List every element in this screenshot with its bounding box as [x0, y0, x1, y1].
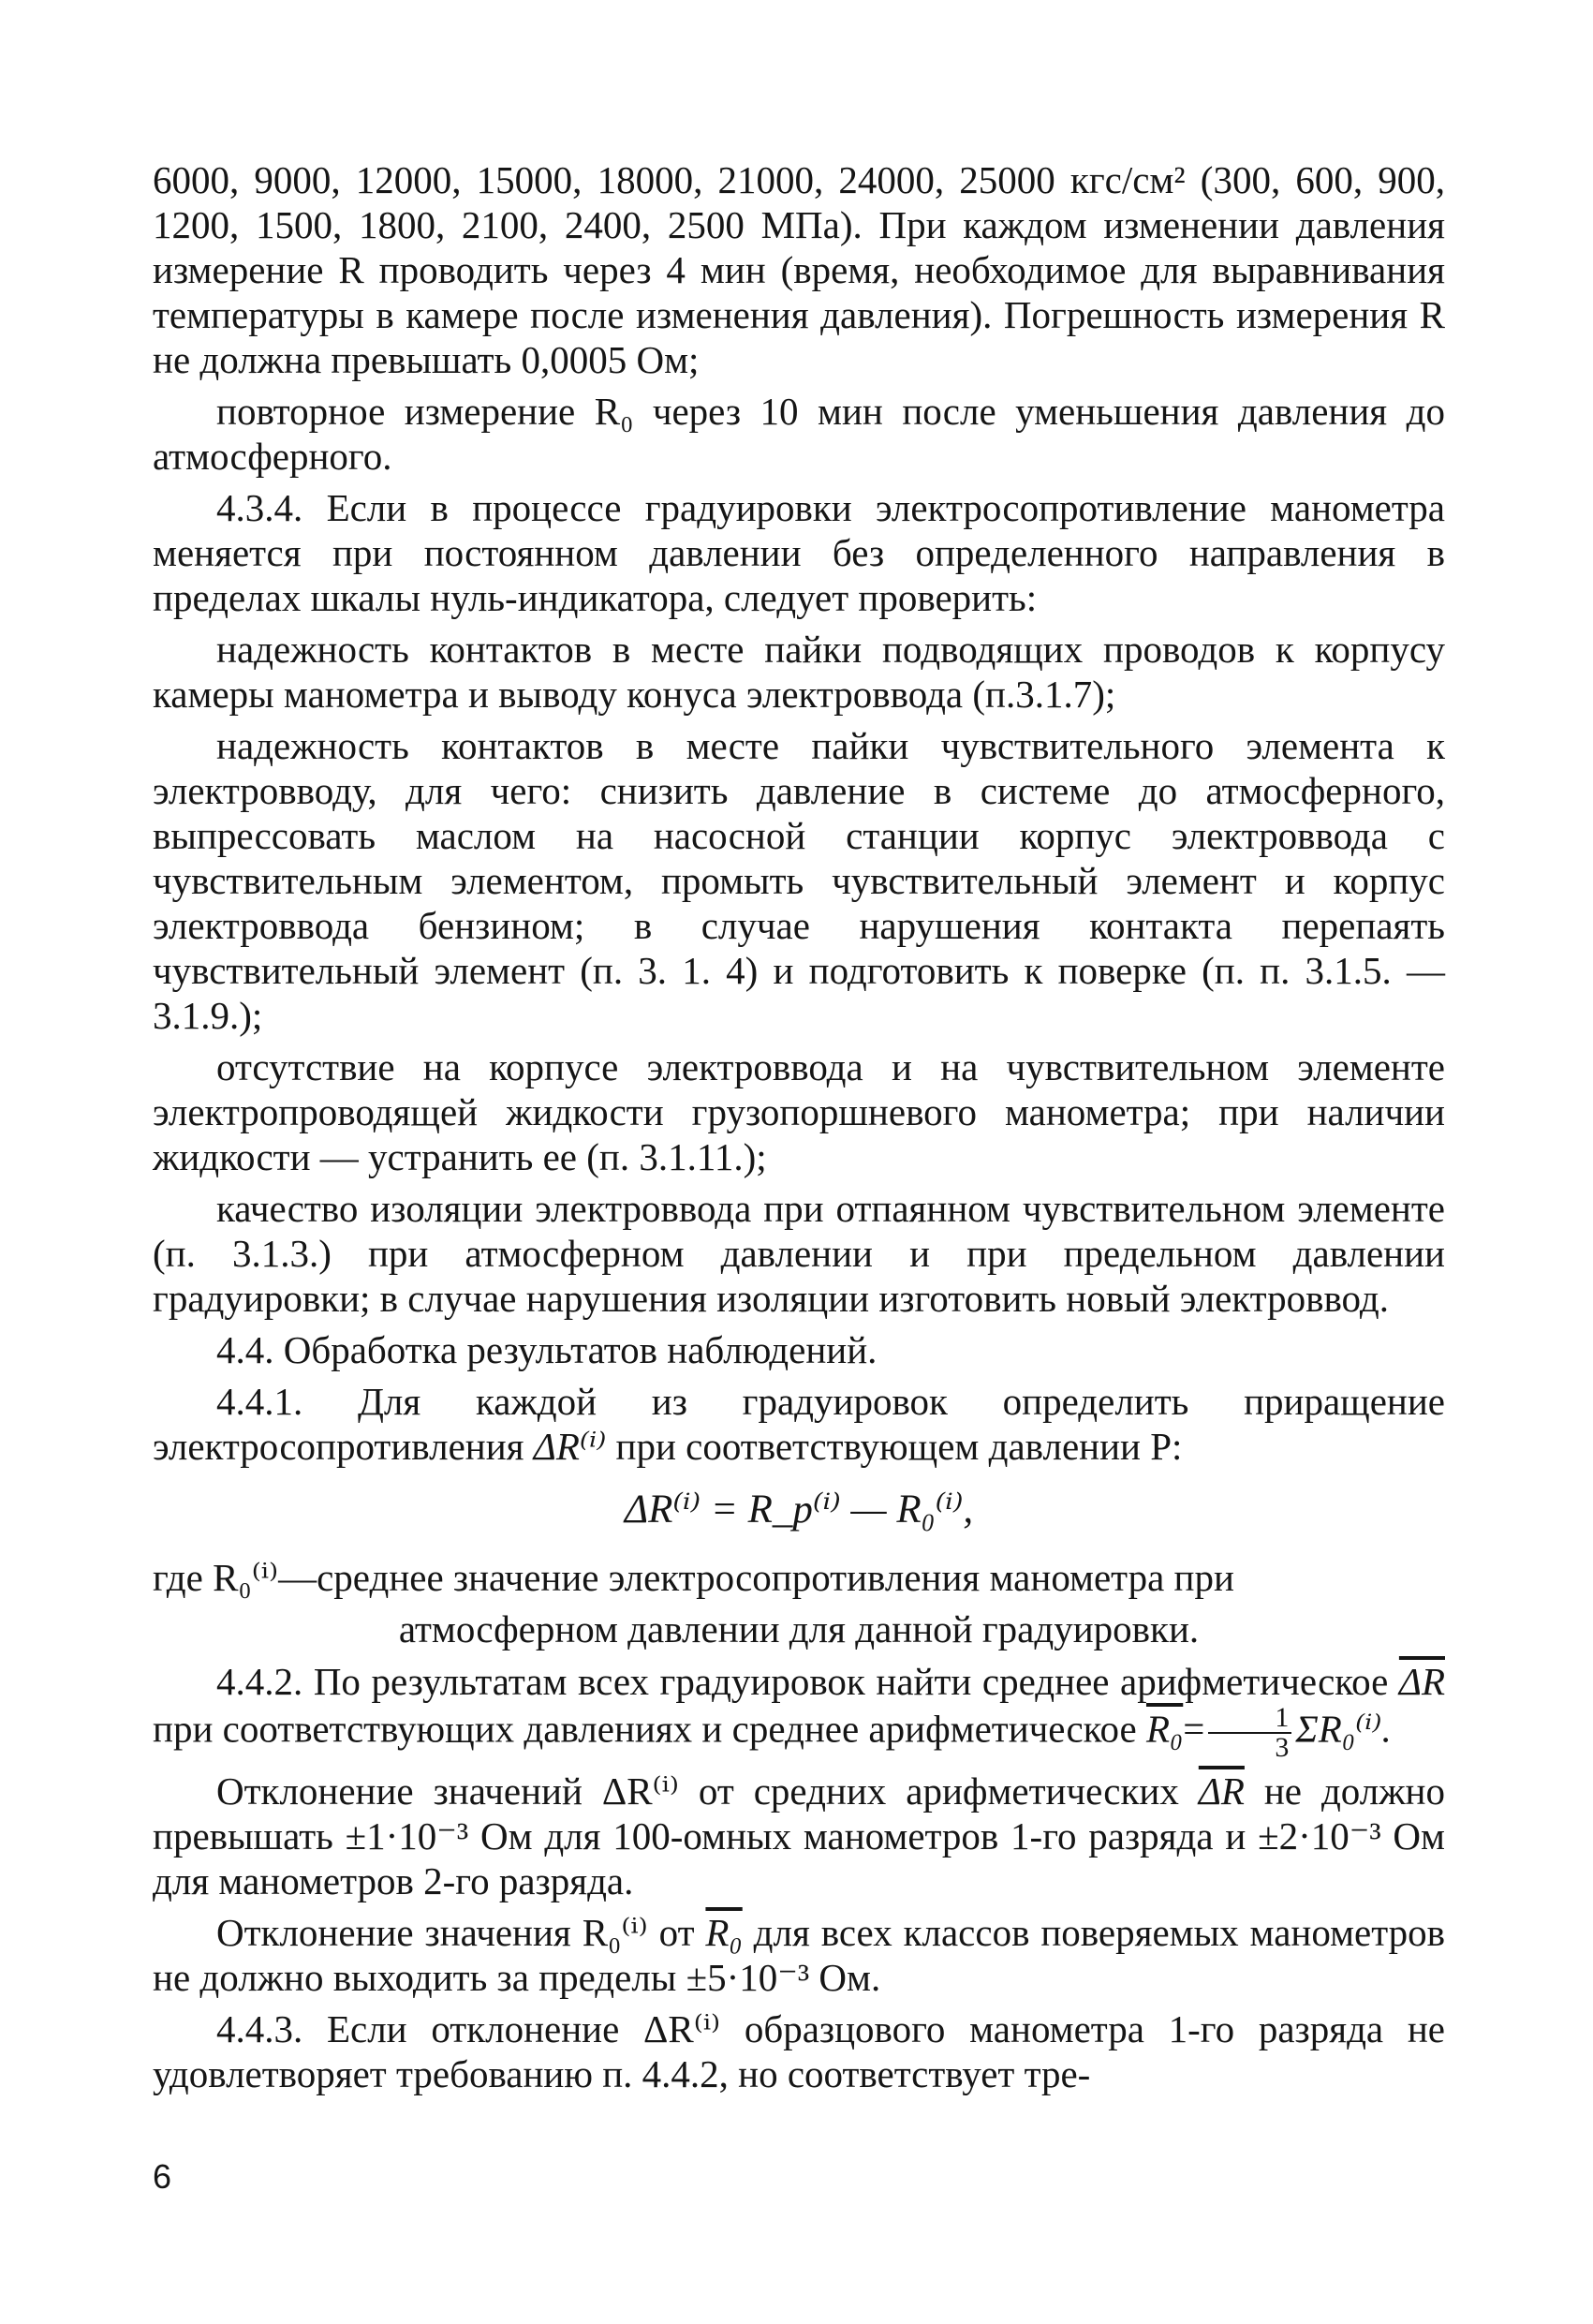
math-symbol: $\overline{\Delta R}$ — [1198, 1769, 1245, 1813]
text-fragment: 4.4.1. Для каждой из градуировок определить приращение электросопротивления — [153, 1380, 1445, 1468]
math-symbol: R₀ — [705, 1911, 743, 1954]
paragraph-contact-reliability-2: надежность контактов в месте пайки чувствительного элемента к электровводу, для чего: снизить давление в системе до атмосферного, выпрессовать маслом на насосной станции корпус электроввода с чувствительным элементом, промыть чувствительный элемент и корпус электроввода бензином; в случае нарушения контакта перепаять чувствительный элемент (п. 3. 1. 4) и подготовить к поверке (п. п. 3.1.5. — 3.1.9.); — [153, 724, 1445, 1037]
text-fragment: при соответствующем давлении P: — [606, 1425, 1183, 1468]
paragraph-insulation-quality: качество изоляции электроввода при отпаянном чувствительном элементе (п. 3.1.3.) при атмосферном давлении и при предельном давлении градуировки; в случае нарушения изоляции изготовить новый электроввод. — [153, 1187, 1445, 1320]
text-fragment: Отклонение значений ΔR⁽ⁱ⁾ от средних арифметических — [216, 1769, 1199, 1813]
page-number: 6 — [153, 2157, 172, 2196]
text-fragment: при соответствующих давлениях и среднее арифметическое — [153, 1707, 1146, 1751]
fraction — [1208, 1704, 1291, 1762]
paragraph-contact-reliability-1: надежность контактов в месте пайки подводящих проводов к корпусу камеры манометра и выводу конуса электроввода (п.3.1.7); — [153, 628, 1445, 716]
paragraph-4-4-1 — [153, 1379, 1445, 1469]
paragraph-deviation-r0 — [153, 1910, 1445, 2000]
formula-delta-r — [153, 1488, 1445, 1532]
math-operator: = — [1183, 1707, 1205, 1751]
text-fragment: Отклонение значения R₀⁽ⁱ⁾ от — [216, 1911, 706, 1954]
formula-text: ΔR⁽ⁱ⁾ = R_p⁽ⁱ⁾ — R₀⁽ⁱ⁾, — [624, 1488, 974, 1532]
text-fragment: 4.4.2. По результатам всех градуировок найти среднее арифметическое — [216, 1660, 1399, 1703]
section-heading-4-4: 4.4. Обработка результатов наблюдений. — [216, 1328, 878, 1371]
fraction-denominator: 3 — [1275, 1732, 1290, 1763]
text-fragment: для всех классов поверяемых манометров не должно выходить за пределы ±5·10⁻³ Ом. — [153, 1911, 1445, 1999]
text-fragment: атмосферном давлении для данной градуировки. — [398, 1607, 1200, 1650]
paragraph-4-4-3: 4.4.3. Если отклонение ΔR⁽ⁱ⁾ образцового манометра 1-го разряда не удовлетворяет требованию п. 4.4.2, но соответствует тре- — [153, 2007, 1445, 2095]
paragraph-where-r0-cont — [153, 1606, 1445, 1651]
body-text — [153, 157, 1445, 2103]
paragraph-repeat-measurement: повторное измерение R₀ через 10 мин после уменьшения давления до атмосферного. — [153, 390, 1445, 478]
text-fragment: не должно превышать ±1·10⁻³ Ом для 100-омных манометров 1-го разряда и ±2·10⁻³ Ом для манометров 2-го разряда. — [153, 1769, 1445, 1902]
paragraph-4-4-2 — [153, 1659, 1445, 1762]
paragraph-where-r0 — [153, 1555, 1445, 1600]
math-symbol: ΣR₀⁽ⁱ⁾. — [1295, 1707, 1392, 1751]
paragraph-4-3-4: 4.3.4. Если в процессе градуировки электросопротивление манометра меняется при постоянном давлении без определенного направления в пределах шкалы нуль-индикатора, следует проверить: — [153, 486, 1445, 619]
fraction-numerator: 1 — [1208, 1704, 1291, 1734]
math-symbol: $\overline{\Delta R}$ — [1398, 1660, 1445, 1703]
text-fragment: где R₀⁽ⁱ⁾—среднее значение электросопротивления манометра при — [153, 1556, 1234, 1599]
paragraph-pressure-values: 6000, 9000, 12000, 15000, 18000, 21000, 24000, 25000 кгс/см² (300, 600, 900, 1200, 1500, 1800, 2100, 2400, 2500 МПа). При каждом изменении давления измерение R проводить через 4 мин (время, необходимое для выравнивания температуры в камере после изменения давления). Погрешность измерения R не должна превышать 0,0005 Ом; — [153, 158, 1445, 381]
math-symbol: R₀ — [1145, 1707, 1184, 1751]
math-symbol: ΔR⁽ⁱ⁾ — [533, 1425, 607, 1468]
paragraph-deviation-values — [153, 1769, 1445, 1903]
paragraph-absence-of-liquid: отсутствие на корпусе электроввода и на чувствительном элементе электропроводящей жидкости грузопоршневого манометра; при наличии жидкости — устранить ее (п. 3.1.11.); — [153, 1045, 1445, 1178]
